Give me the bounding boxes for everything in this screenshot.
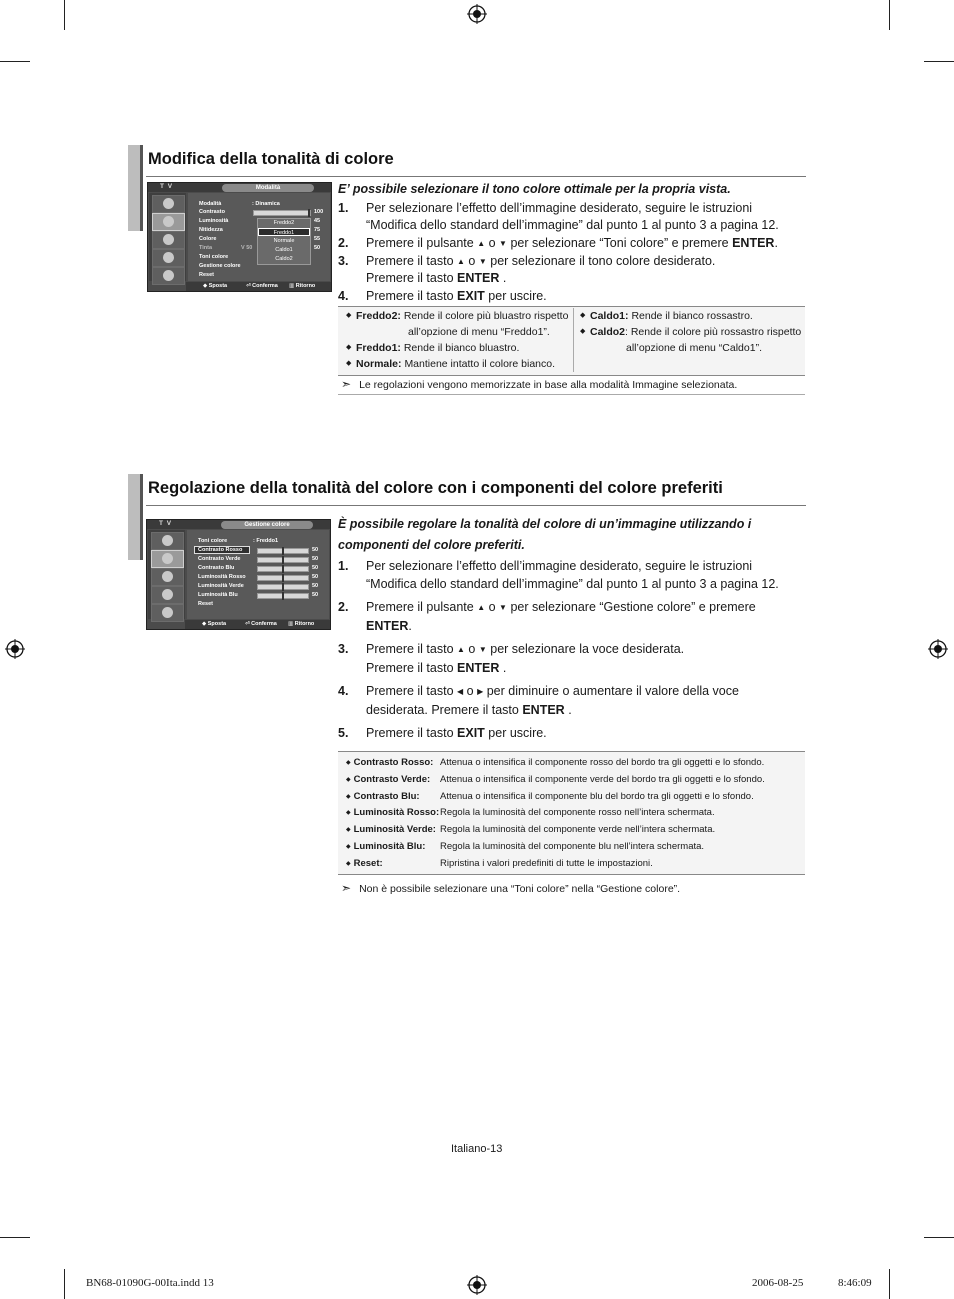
menu-row-label: Luminosità: [199, 218, 229, 224]
menu-row-value: 55: [314, 236, 321, 242]
menu-row-label: Modalità: [199, 201, 222, 207]
tv-label: T V: [159, 520, 173, 527]
dropdown-option: Freddo1: [258, 228, 310, 236]
screen-icon: [151, 550, 184, 568]
crop-mark: [64, 1269, 65, 1299]
registration-mark-icon: [928, 639, 948, 659]
menu-row-label: Nitidezza: [199, 227, 223, 233]
menu-header: Gestione colore: [221, 521, 313, 529]
menu-header: Modalità: [222, 184, 314, 192]
step-item: 4. Premere il tasto EXIT per uscire.: [338, 289, 547, 303]
slider: [257, 584, 309, 590]
table-row: ◆ Contrasto Rosso: Attenua o intensifica il componente rosso del bordo tra gli oggetti e lo sfondo.: [346, 757, 765, 768]
note-arrow-icon: ➣: [341, 881, 352, 895]
channel-icon: [152, 249, 185, 267]
menu-row-label: Reset: [198, 601, 213, 607]
up-arrow-icon: ▲: [477, 239, 486, 248]
instruction-list: [338, 200, 804, 306]
registration-mark-icon: [467, 4, 487, 24]
page-number: Italiano-13: [451, 1143, 503, 1155]
sound-icon: [151, 568, 184, 586]
screen-icon: [152, 213, 185, 231]
menu-row-value: : Freddo1: [253, 538, 279, 544]
table-row: ◆ Luminosità Rosso: Regola la luminosità del componente rosso nell’intera schermata.: [346, 807, 715, 819]
menu-row-label: Toni colore: [199, 254, 229, 260]
slider: [257, 548, 309, 554]
crop-mark: [889, 1269, 890, 1299]
menu-row-label: Contrasto Rosso: [198, 547, 243, 553]
step-item: 2. Premere il pulsante ▲ o ▼ per selezionare “Toni colore” e premere ENTER.: [338, 236, 778, 250]
section-rule: [146, 505, 806, 506]
down-arrow-icon: ▼: [478, 645, 487, 654]
section-marker: [128, 145, 143, 231]
sound-icon: [152, 231, 185, 249]
print-date: 2006-08-25: [752, 1277, 804, 1289]
down-arrow-icon: ▼: [478, 257, 487, 266]
setup-icon: [151, 604, 184, 622]
menu-row-value: 50: [312, 547, 319, 553]
setup-icon: [152, 267, 185, 285]
menu-row-value: : Dinamica: [252, 201, 280, 207]
slider: [257, 593, 309, 599]
menu-row-value: 50: [312, 583, 319, 589]
section-rule: [146, 176, 806, 177]
intro-text: E’ possibile selezionare il tono colore ottimale per la propria vista.: [338, 182, 731, 196]
menu-row-label: Toni colore: [198, 538, 228, 544]
table-row: ◆ Luminosità Blu: Regola la luminosità del componente blu nell’intera schermata.: [346, 840, 705, 852]
slider: [257, 575, 309, 581]
dropdown-option: Normale: [273, 238, 295, 244]
menu-footer: ◆ Sposta ⏎ Conferma ▥ Ritorno: [185, 620, 330, 629]
file-name: BN68-01090G-00Ita.indd 13: [86, 1277, 214, 1289]
menu-row-value: 50: [312, 574, 319, 580]
crop-mark: [924, 1237, 954, 1238]
picture-icon: [151, 532, 184, 550]
dropdown-option: Caldo1: [275, 247, 293, 253]
menu-footer: ◆ Sposta ⏎ Conferma ▥ Ritorno: [186, 282, 331, 291]
crop-mark: [64, 0, 65, 30]
picture-icon: [152, 195, 185, 213]
tv-menu-screenshot: [146, 519, 331, 630]
left-arrow-icon: ◀: [457, 687, 464, 696]
instruction-list: [338, 557, 804, 743]
crop-mark: [0, 1237, 30, 1238]
down-arrow-icon: ▼: [499, 239, 507, 248]
channel-icon: [151, 586, 184, 604]
step-item: 5. Premere il tasto EXIT per uscire.: [338, 726, 547, 740]
section-marker: [128, 474, 143, 560]
table-row: ◆ Reset: Ripristina i valori predefiniti di tutte le impostazioni.: [346, 857, 653, 869]
step-item: 1. Per selezionare l’effetto dell’immagine desiderato, seguire le istruzioni “Modifica dello standard dell’immagine” dal punto 1 al punto 3 a pagina 12.: [338, 559, 779, 591]
table-row: ◆ Contrasto Blu: Attenua o intensifica il componente blu del bordo tra gli oggetti e lo sfondo.: [346, 790, 754, 802]
menu-row-value: 50: [314, 245, 321, 251]
menu-row-value: 50: [312, 592, 319, 598]
step-item: 4. Premere il tasto ◀ o ▶ per diminuire o aumentare il valore della voce desiderata. Premere il tasto ENTER .: [338, 684, 739, 717]
menu-row-value: 100: [314, 209, 324, 215]
table-row: ◆ Luminosità Verde: Regola la luminosità del componente verde nell’intera schermata.: [346, 824, 716, 836]
down-arrow-icon: ▼: [499, 603, 507, 612]
menu-row-label: Luminosità Rosso: [198, 574, 246, 580]
menu-row-label: Contrasto Verde: [198, 556, 241, 562]
table-row: ◆ Contrasto Verde: Attenua o intensifica il componente verde del bordo tra gli oggetti e lo sfondo.: [346, 773, 765, 785]
note-rule: [338, 394, 805, 395]
print-time: 8:46:09: [838, 1277, 872, 1289]
menu-row-value: 75: [314, 227, 321, 233]
note-arrow-icon: ➣: [341, 377, 352, 391]
note-divider: [573, 308, 574, 372]
options-right: ◆ Caldo1: Rende il bianco rossastro. ◆ Caldo2: Rende il colore più rossastro rispetto all’opzione di menu “Caldo1”.: [580, 310, 802, 354]
menu-row-label: Luminosità Blu: [198, 592, 238, 598]
dropdown-option: Freddo2: [273, 220, 295, 226]
step-item: 3. Premere il tasto ▲ o ▼ per selezionare il tono colore desiderato. Premere il tasto ENTER .: [338, 254, 716, 285]
up-arrow-icon: ▲: [457, 645, 465, 654]
slider: [253, 210, 311, 216]
section-title: Modifica della tonalità di colore: [148, 150, 394, 168]
crop-mark: [889, 0, 890, 30]
menu-row-label: Tinta: [199, 245, 213, 251]
intro-text: È possibile regolare la tonalità del colore di un’immagine utilizzando i componenti del colore preferiti.: [338, 517, 752, 552]
up-arrow-icon: ▲: [477, 603, 486, 612]
menu-row-label: Colore: [199, 236, 217, 242]
tv-label: T V: [160, 183, 174, 190]
menu-row-label: Contrasto: [199, 209, 225, 215]
step-item: 1. Per selezionare l’effetto dell’immagine desiderato, seguire le istruzioni “Modifica dello standard dell’immagine” dal punto 1 al punto 3 a pagina 12.: [338, 201, 779, 232]
section-title: Regolazione della tonalità del colore con i componenti del colore preferiti: [148, 479, 723, 497]
options-left: ◆ Freddo2: Rende il colore più bluastro rispetto all’opzione di menu “Freddo1”. ◆ Freddo1: Rende il bianco bluastro. ◆ Normale: Mantiene intatto il colore bianco.: [346, 310, 569, 370]
menu-row-value: 50: [312, 565, 319, 571]
note-remark: ➣ Non è possibile selezionare una “Toni colore” nella “Gestione colore”.: [341, 881, 681, 895]
options-table: [344, 755, 765, 873]
crop-mark: [924, 61, 954, 62]
registration-mark-icon: [5, 639, 25, 659]
menu-row-label: Gestione colore: [199, 263, 241, 269]
color-tone-dropdown: [257, 218, 311, 265]
menu-row-label: Contrasto Blu: [198, 565, 235, 571]
slider: [257, 557, 309, 563]
tv-menu-screenshot: [147, 182, 332, 292]
menu-row-label: Reset: [199, 272, 214, 278]
step-item: 3. Premere il tasto ▲ o ▼ per selezionare la voce desiderata. Premere il tasto ENTER .: [338, 642, 685, 675]
menu-row-value: 45: [314, 218, 321, 224]
step-item: 2. Premere il pulsante ▲ o ▼ per selezionare “Gestione colore” e premere ENTER.: [338, 600, 756, 633]
right-arrow-icon: ▶: [477, 687, 484, 696]
note-remark: ➣ Le regolazioni vengono memorizzate in base alla modalità Immagine selezionata.: [341, 377, 738, 391]
menu-row-value: 50: [312, 556, 319, 562]
crop-mark: [0, 61, 30, 62]
menu-row-value: V 50: [241, 245, 253, 251]
slider: [257, 566, 309, 572]
dropdown-option: Caldo2: [275, 256, 293, 262]
menu-row-label: Luminosità Verde: [198, 583, 244, 589]
up-arrow-icon: ▲: [457, 257, 465, 266]
registration-mark-icon: [467, 1275, 487, 1295]
